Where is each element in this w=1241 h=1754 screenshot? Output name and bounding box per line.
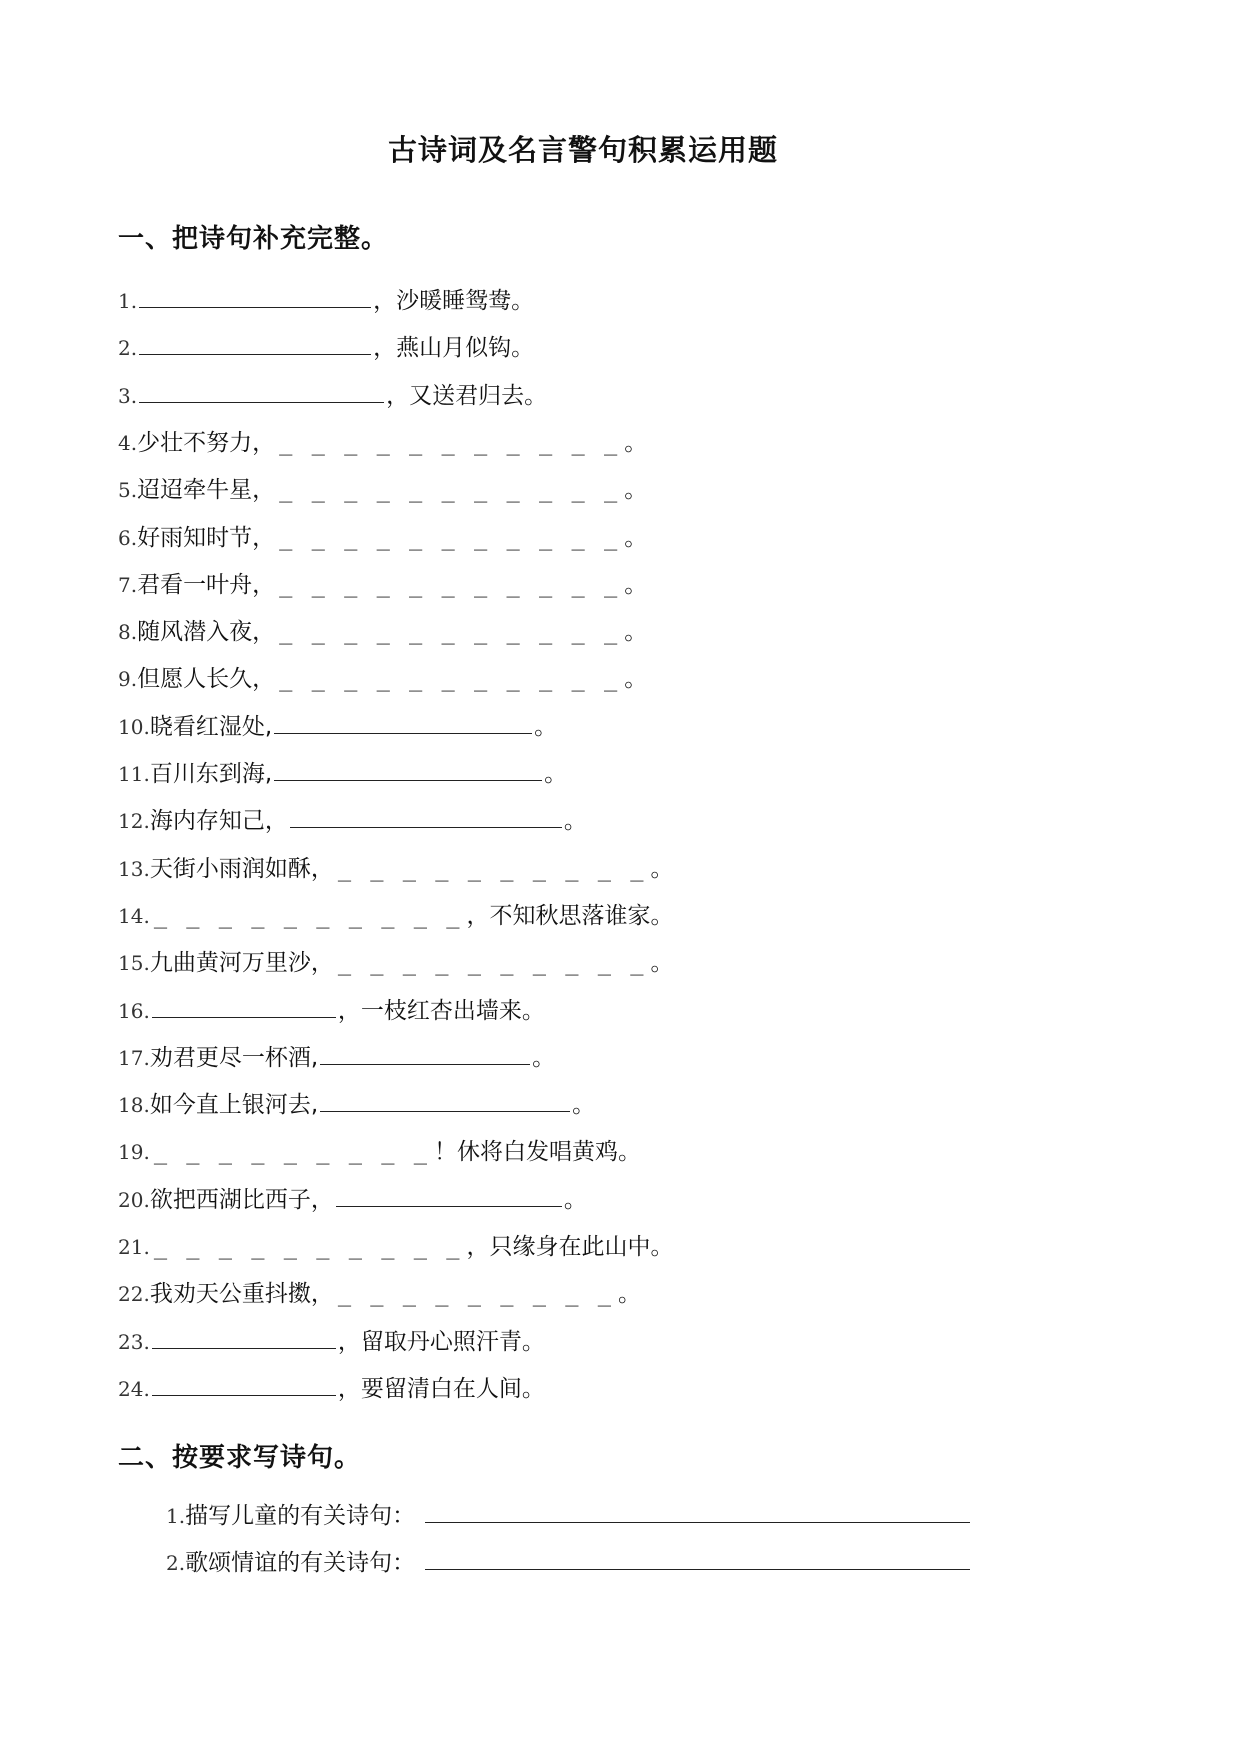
item-number: 20. xyxy=(118,1187,150,1212)
answer-blank-dashed[interactable]: _ _ _ _ _ _ _ _ _ _ xyxy=(153,1235,463,1260)
prompt-text: 九曲黄河万里沙， xyxy=(149,950,334,977)
answer-blank-dashed[interactable]: _ _ _ _ _ _ _ _ _ _ _ xyxy=(279,620,621,646)
page-title: 古诗词及名言警句积累运用题 xyxy=(387,133,778,167)
item-number: 13. xyxy=(118,856,150,881)
item-number: 5. xyxy=(118,478,138,503)
item-number: 19. xyxy=(118,1140,150,1165)
prompt-text: 。 xyxy=(624,429,648,456)
write-poem-item xyxy=(166,1497,972,1537)
prompt-text: 描写儿童的有关诗句： xyxy=(185,1503,416,1529)
answer-blank[interactable] xyxy=(290,805,562,828)
item-number: 1. xyxy=(118,289,138,313)
answer-blank[interactable] xyxy=(152,1373,336,1396)
item-number: 1. xyxy=(166,1504,186,1528)
prompt-text: 劝君更尽一杯酒, xyxy=(149,1044,319,1071)
item-number: 11. xyxy=(118,762,150,786)
prompt-text: 。 xyxy=(624,571,648,598)
prompt-text: 。 xyxy=(544,761,568,787)
question-item xyxy=(118,1039,555,1079)
answer-blank[interactable] xyxy=(320,1042,530,1065)
prompt-text: 。 xyxy=(624,524,648,551)
prompt-text: 随风潜入夜， xyxy=(137,619,276,646)
item-number: 24. xyxy=(118,1376,150,1401)
prompt-text: 。 xyxy=(534,713,558,740)
answer-blank-dashed[interactable]: _ _ _ _ _ _ _ _ _ _ _ xyxy=(279,525,621,551)
question-item xyxy=(118,944,673,984)
question-item xyxy=(118,1370,545,1410)
prompt-text: 。 xyxy=(624,619,648,646)
question-item xyxy=(118,660,647,700)
prompt-text: 迢迢牵牛星， xyxy=(137,477,276,504)
answer-blank-dashed[interactable]: _ _ _ _ _ _ _ _ _ xyxy=(337,1282,614,1308)
prompt-text: 百川东到海, xyxy=(149,761,273,787)
answer-blank[interactable] xyxy=(274,758,542,781)
item-number: 18. xyxy=(118,1093,150,1118)
prompt-text: 。 xyxy=(572,1092,596,1119)
answer-blank-dashed[interactable]: _ _ _ _ _ _ _ _ _ _ _ xyxy=(279,430,621,456)
item-number: 2. xyxy=(118,336,138,361)
question-item xyxy=(118,850,673,890)
prompt-text: ，一枝红杏出墙来。 xyxy=(337,997,545,1024)
prompt-text: 我劝天公重抖擞， xyxy=(149,1281,334,1308)
write-poem-item xyxy=(166,1544,972,1584)
question-item xyxy=(118,613,647,653)
question-item xyxy=(118,1181,587,1221)
prompt-text: ，只缘身在此山中。 xyxy=(466,1234,674,1260)
prompt-text: 。 xyxy=(563,1186,587,1213)
prompt-text: ，沙暖睡鸳鸯。 xyxy=(373,288,535,314)
question-item xyxy=(118,566,647,606)
item-number: 9. xyxy=(118,667,138,692)
answer-line[interactable] xyxy=(425,1500,970,1523)
item-number: 4. xyxy=(118,430,138,455)
item-number: 21. xyxy=(118,1235,150,1259)
answer-blank-dashed[interactable]: _ _ _ _ _ _ _ _ _ xyxy=(153,1140,430,1166)
question-item xyxy=(118,1086,595,1126)
prompt-text: ，又送君归去。 xyxy=(386,382,548,409)
item-number: 6. xyxy=(118,525,138,550)
item-number: 7. xyxy=(118,572,138,597)
answer-blank[interactable] xyxy=(320,1089,570,1112)
item-number: 17. xyxy=(118,1045,150,1070)
answer-blank[interactable] xyxy=(152,1326,336,1349)
question-item xyxy=(118,282,534,322)
prompt-text: ，留取丹心照汗青。 xyxy=(337,1328,545,1355)
item-number: 10. xyxy=(118,714,150,739)
question-item xyxy=(118,329,534,369)
prompt-text: 。 xyxy=(617,1281,641,1308)
question-item xyxy=(118,802,587,842)
answer-blank[interactable] xyxy=(139,380,384,403)
prompt-text: 歌颂情谊的有关诗句： xyxy=(185,1550,416,1576)
item-number: 15. xyxy=(118,951,150,976)
answer-line[interactable] xyxy=(425,1547,970,1570)
prompt-text: 。 xyxy=(650,855,674,882)
prompt-text: ，要留清白在人间。 xyxy=(337,1375,545,1402)
item-number: 3. xyxy=(118,383,138,408)
prompt-text: 。 xyxy=(624,477,648,504)
item-number: 12. xyxy=(118,809,150,834)
answer-blank-dashed[interactable]: _ _ _ _ _ _ _ _ _ _ _ xyxy=(279,667,621,693)
answer-blank-dashed[interactable]: _ _ _ _ _ _ _ _ _ _ xyxy=(153,903,463,929)
prompt-text: 少壮不努力， xyxy=(137,429,276,456)
question-item xyxy=(118,1228,673,1268)
answer-blank[interactable] xyxy=(139,285,371,308)
prompt-text: 天街小雨润如酥， xyxy=(149,855,334,882)
prompt-text: 。 xyxy=(624,666,648,693)
prompt-text: 。 xyxy=(650,950,674,977)
question-item xyxy=(118,1323,545,1363)
answer-blank[interactable] xyxy=(139,332,371,355)
item-number: 14. xyxy=(118,903,150,928)
question-item xyxy=(118,897,673,937)
item-number: 8. xyxy=(118,620,138,645)
prompt-text: 。 xyxy=(532,1044,556,1071)
prompt-text: 。 xyxy=(563,808,587,835)
prompt-text: ，不知秋思落谁家。 xyxy=(466,902,674,929)
question-item xyxy=(118,708,557,748)
answer-blank[interactable] xyxy=(152,995,336,1018)
prompt-text: 君看一叶舟， xyxy=(137,571,276,598)
section-1-heading: 一、把诗句补充完整。 xyxy=(118,224,389,254)
answer-blank[interactable] xyxy=(274,711,532,734)
answer-blank-dashed[interactable]: _ _ _ _ _ _ _ _ _ _ _ xyxy=(279,572,621,598)
item-number: 23. xyxy=(118,1329,150,1354)
prompt-text: 欲把西湖比西子， xyxy=(149,1186,334,1213)
prompt-text: ，燕山月似钩。 xyxy=(373,335,535,362)
item-number: 2. xyxy=(166,1551,186,1575)
question-item xyxy=(118,377,547,417)
prompt-text: 如今直上银河去, xyxy=(149,1092,319,1119)
answer-blank-dashed[interactable]: _ _ _ _ _ _ _ _ _ _ xyxy=(337,951,647,977)
prompt-text: 晓看红湿处, xyxy=(149,713,273,740)
item-number: 22. xyxy=(118,1282,150,1307)
answer-blank[interactable] xyxy=(336,1184,562,1207)
question-item xyxy=(118,471,647,511)
question-item xyxy=(118,1275,641,1315)
prompt-text: 海内存知己， xyxy=(149,808,288,835)
section-2-heading: 二、按要求写诗句。 xyxy=(118,1443,362,1473)
prompt-text: 但愿人长久， xyxy=(137,666,276,693)
question-item xyxy=(118,755,567,795)
answer-blank-dashed[interactable]: _ _ _ _ _ _ _ _ _ _ _ xyxy=(279,478,621,504)
prompt-text: 好雨知时节， xyxy=(137,524,276,551)
question-item xyxy=(118,424,647,464)
item-number: 16. xyxy=(118,998,150,1023)
question-item xyxy=(118,992,545,1032)
question-item xyxy=(118,1133,641,1173)
prompt-text: ！休将白发唱黄鸡。 xyxy=(433,1139,641,1166)
question-item xyxy=(118,519,647,559)
answer-blank-dashed[interactable]: _ _ _ _ _ _ _ _ _ _ xyxy=(337,856,647,882)
